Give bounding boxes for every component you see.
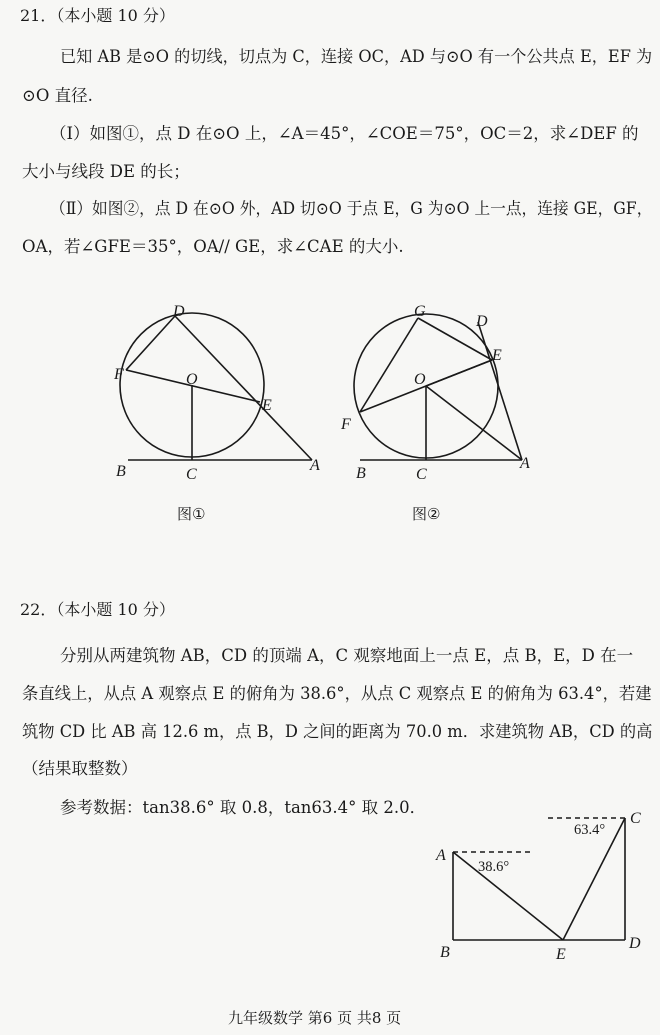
q22-reference-data: 参考数据：tan38.6° 取 0.8，tan63.4° 取 2.0． — [60, 798, 427, 817]
q21-part1-line2: 大小与线段 DE 的长； — [22, 162, 190, 181]
fig2-label-b: B — [356, 465, 366, 482]
fig2-radius-oe — [426, 360, 492, 386]
fig2-line-gf — [360, 318, 418, 412]
fig1-label-a: A — [310, 457, 320, 474]
q21-header: 21．（本小题 10 分） — [20, 6, 175, 25]
fig2-label-c: C — [416, 466, 427, 483]
q21-part2-line2: OA，若∠GFE＝35°，OA// GE，求∠CAE 的大小. — [22, 237, 404, 256]
fig1-label-o: O — [186, 371, 198, 388]
fig1-caption: 图① — [177, 505, 206, 523]
fig1-label-c: C — [186, 466, 197, 483]
fig3-label-d: D — [629, 935, 641, 952]
fig3-angle-a: 38.6° — [478, 859, 510, 875]
fig2-label-g: G — [414, 303, 426, 320]
q21-intro-line1: 已知 AB 是⊙O 的切线，切点为 C，连接 OC，AD 与⊙O 有一个公共点 E，EF 为 — [60, 47, 653, 66]
q22-line2: 条直线上，从点 A 观察点 E 的俯角为 38.6°，从点 C 观察点 E 的俯角为 63.4°，若建 — [22, 684, 652, 703]
q22-line1: 分别从两建筑物 AB，CD 的顶端 A，C 观察地面上一点 E，点 B，E，D 在一 — [60, 646, 634, 665]
q21-part1-line1: （Ⅰ）如图①，点 D 在⊙O 上，∠A＝45°，∠COE＝75°，OC＝2，求∠DEF 的 — [50, 124, 639, 143]
fig3-label-c: C — [630, 810, 641, 827]
fig2-label-a: A — [520, 455, 530, 472]
figure-1 — [120, 313, 312, 460]
q21-intro-line2: ⊙O 直径. — [22, 86, 93, 105]
figure-1-labels — [113, 303, 320, 523]
fig2-label-o: O — [414, 371, 426, 388]
fig2-label-f: F — [341, 416, 351, 433]
fig1-line-da — [175, 316, 312, 460]
fig2-label-d: D — [476, 313, 488, 330]
fig2-line-oa — [426, 386, 522, 460]
figure-2-labels — [340, 303, 530, 523]
fig3-angle-c: 63.4° — [574, 822, 606, 838]
fig1-label-e: E — [262, 397, 272, 414]
q22-line3: 筑物 CD 比 AB 高 12.6 m，点 B，D 之间的距离为 70.0 m．求建筑物 AB，CD 的高 — [22, 722, 653, 741]
fig1-label-f: F — [114, 366, 124, 383]
fig2-tangent-da — [478, 322, 522, 460]
fig1-label-d: D — [173, 303, 185, 320]
fig2-label-e: E — [492, 347, 502, 364]
fig2-caption: 图② — [412, 505, 441, 523]
fig1-label-b: B — [116, 463, 126, 480]
q21-part2-line1: （Ⅱ）如图②，点 D 在⊙O 外，AD 切⊙O 于点 E，G 为⊙O 上一点，连接 GE，GF， — [50, 199, 653, 218]
fig3-label-a: A — [436, 847, 446, 864]
page-footer: 九年级数学 第6 页 共8 页 — [228, 1009, 402, 1027]
q22-line4: （结果取整数） — [22, 759, 138, 778]
q22-header: 22．（本小题 10 分） — [20, 600, 175, 619]
figure-2 — [354, 314, 522, 460]
fig3-label-b: B — [440, 944, 450, 961]
fig3-label-e: E — [556, 946, 566, 963]
